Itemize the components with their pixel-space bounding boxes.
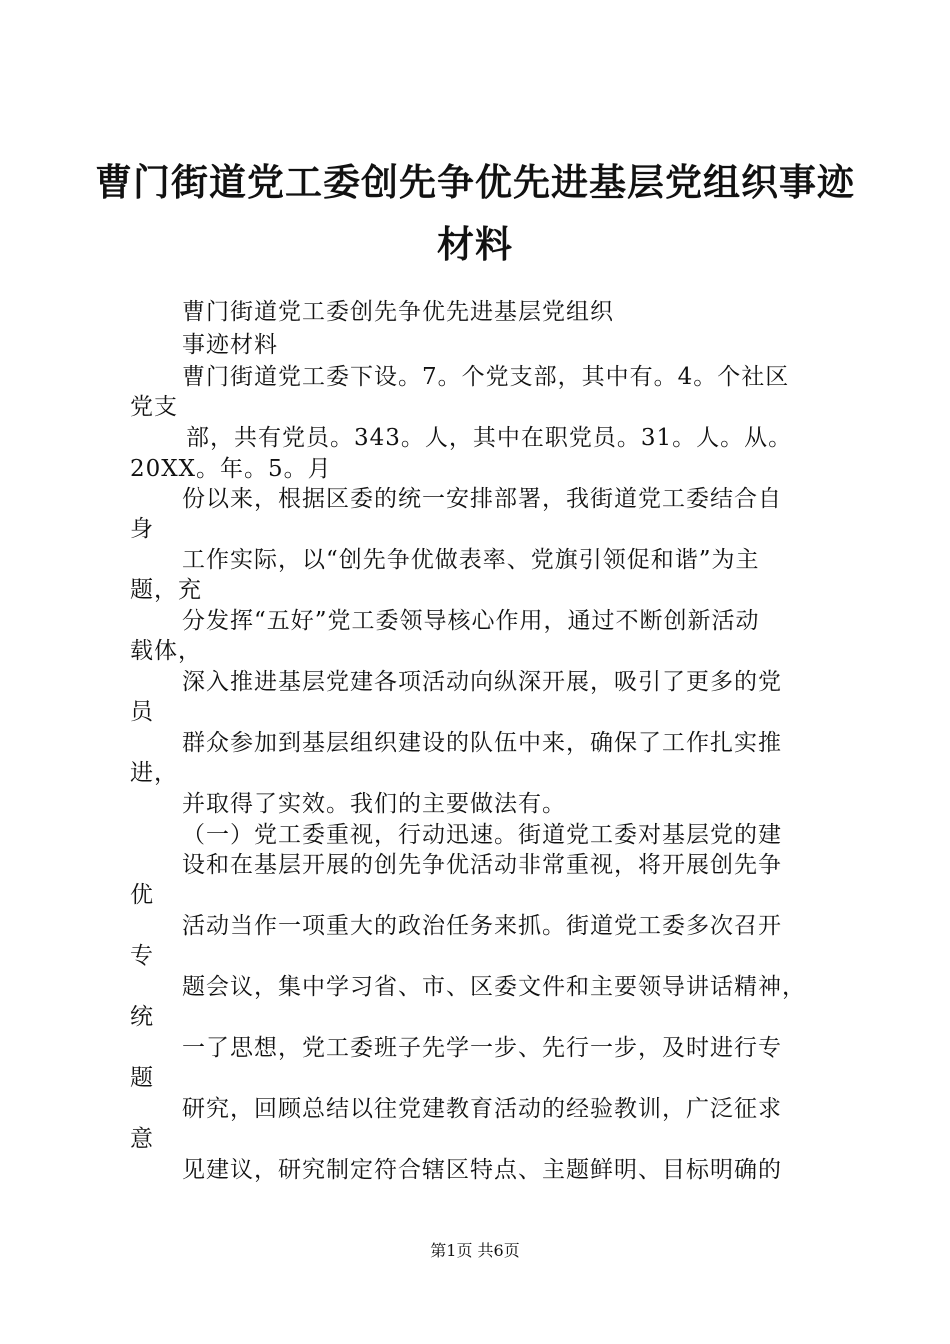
body-line: 曹门街道党工委创先争优先进基层党组织 [182, 299, 614, 325]
body-line: 题，充 [130, 577, 202, 603]
body-line: 活动当作一项重大的政治任务来抓。街道党工委多次召开 [182, 913, 782, 939]
body-line: 进， [130, 760, 178, 786]
body-line: 见建议，研究制定符合辖区特点、主题鲜明、目标明确的 [182, 1157, 782, 1183]
body-line: 事迹材料 [182, 332, 278, 358]
body-line: 并取得了实效。我们的主要做法有。 [182, 791, 566, 817]
body-line: 题会议，集中学习省、市、区委文件和主要领导讲话精神， [182, 974, 806, 1000]
body-line: 党支 [130, 394, 178, 420]
document-title-line-1: 曹门街道党工委创先争优先进基层党组织事迹 [95, 160, 855, 204]
body-line: 载体， [130, 638, 202, 664]
body-line: 研究，回顾总结以往党建教育活动的经验教训，广泛征求 [182, 1096, 782, 1122]
body-line: （一）党工委重视，行动迅速。街道党工委对基层党的建 [182, 822, 782, 848]
page-footer: 第1页 共6页 [430, 1241, 520, 1260]
body-line: 一了思想，党工委班子先学一步、先行一步，及时进行专 [182, 1035, 782, 1061]
body-line: 群众参加到基层组织建设的队伍中来，确保了工作扎实推 [182, 730, 782, 756]
body-line: 专 [130, 943, 154, 969]
document-title-line-2: 材料 [437, 222, 513, 266]
body-line: 意 [130, 1126, 154, 1152]
body-line: 分发挥“五好”党工委领导核心作用，通过不断创新活动 [182, 608, 760, 634]
body-line: 设和在基层开展的创先争优活动非常重视，将开展创先争 [182, 852, 782, 878]
body-line: 部，共有党员。343。人，其中在职党员。31。人。从。 [186, 425, 793, 451]
body-line: 20XX。年。5。月 [130, 456, 332, 482]
body-line: 员 [130, 699, 154, 725]
body-line: 工作实际，以“创先争优做表率、党旗引领促和谐”为主 [182, 547, 760, 573]
body-line: 身 [130, 516, 154, 542]
body-line: 深入推进基层党建各项活动向纵深开展，吸引了更多的党 [182, 669, 782, 695]
body-line: 统 [130, 1004, 154, 1030]
body-line: 题 [130, 1065, 154, 1091]
body-line: 曹门街道党工委下设。7。个党支部，其中有。4。个社区 [182, 364, 790, 390]
body-line: 优 [130, 882, 154, 908]
body-line: 份以来，根据区委的统一安排部署，我街道党工委结合自 [182, 486, 782, 512]
